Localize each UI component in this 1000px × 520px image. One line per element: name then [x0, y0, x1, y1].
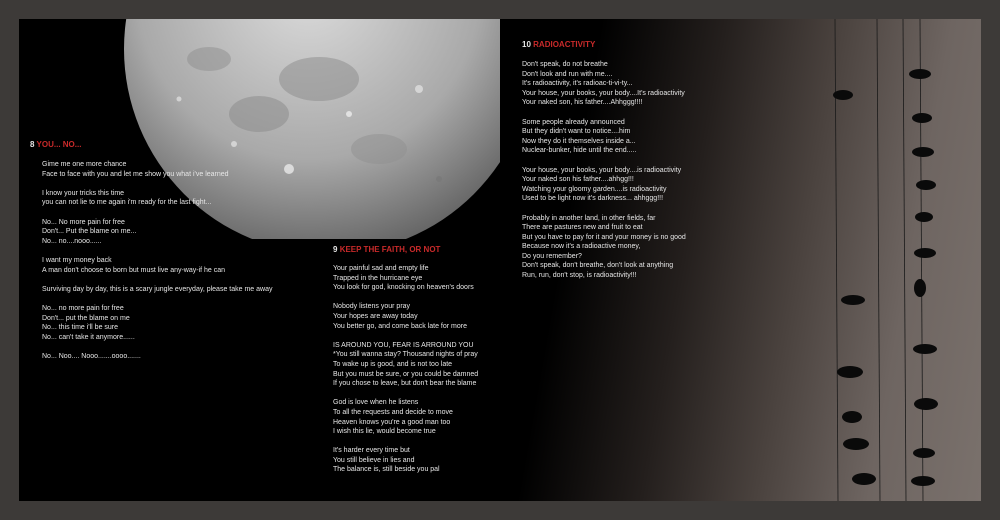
song-10-number: 10: [522, 40, 531, 49]
song-9-title: KEEP THE FAITH, OR NOT: [339, 245, 441, 254]
song-10-title: RADIOACTIVITY: [533, 40, 596, 49]
song-9-heading: [333, 245, 440, 254]
song-8-number: 8: [30, 140, 35, 149]
song-10-heading: [522, 40, 595, 49]
song-9-lyrics: Your painful sad and empty life Trapped in the hurricane eye You look for god, knocking on heaven's doors Nobody listens your pray Your hopes are away today You better go, and come back late for more IS AROUND YOU, FEAR IS ARROUND YOU *You still wanna stay? Thousand nights of pray To wake up is good, and is not too late But you must be sure, or you could be damned If you chose to leave, but don't bear the blame God is love when he listens To all the requests and decide to move Heaven knows you're a good man too I wish this lie, would become true It's harder every time but You still believe in lies and The balance is, still beside you pal: [333, 265, 479, 474]
right-page: [500, 19, 981, 501]
left-page: [19, 19, 500, 501]
song-10-lyrics: Don't speak, do not breathe Don't look and run with me.... It's radioactivity, it's radioac-ti-vi-ty... Your house, your books, your body....It's radioactivity Your naked son, his father....Ahhggg!!!! Some people already announced But they didn't want to notice....him Now they do it themselves inside a... Nuclear-bunker, hide until the end..... Your house, your books, your body....is radioactivity Your naked son his father....ahhgg!!! Watching your gloomy garden....is radioactivity Used to be light now it's darkness... ahhggg!!! Probably in another land, in other fields, far There are pastures new and fruit to eat But you have to pay for it and your money is no good Because now it's a radioactive money, Do you remember? Don't speak, don't breathe, don't look at anything Run, run, don't stop, is radioactivity!!!: [522, 61, 686, 280]
song-8-lyrics: Gime me one more chance Face to face with you and let me show you what i've learned I know your tricks this time you can not lie to me again i'm ready for the last fight... No... No more pain for free Don't... Put the blame on me... No... no....nooo...... I want my money back A man don't choose to born but must live any-way-if he can Surviving day by day, this is a scary jungle everyday, please take me away No... no more pain for free Don't... put the blame on me No... this time i'll be sure No... can't take it anymore...... No... Noo.... Nooo.......oooo.......: [42, 161, 273, 360]
booklet-spread: [19, 19, 981, 501]
song-9-number: 9: [333, 245, 338, 254]
song-8-title: YOU... NO...: [36, 140, 82, 149]
song-8-heading: [30, 140, 81, 149]
